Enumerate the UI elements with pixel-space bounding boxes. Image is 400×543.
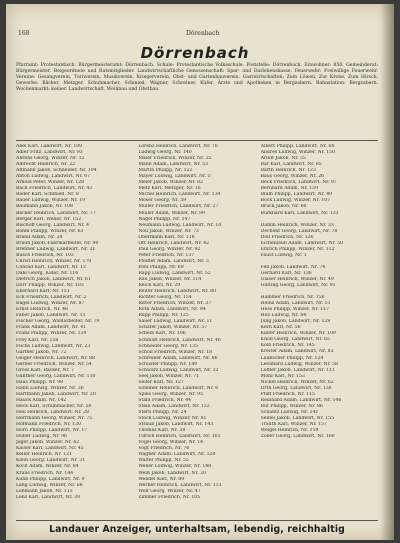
resident-entry: Dörr Philipp, Winzer, Nr. 102 <box>16 283 84 289</box>
resident-entry: Wendel Karl, Nr. 89 <box>138 476 185 482</box>
resident-entry: Glaser Heinrich, Winzer, Nr. 49 <box>260 276 334 282</box>
resident-entry: Lang Ludwig, Winzer, Nr. 66 <box>16 482 83 488</box>
resident-entry: Dechent Georg, Landwirt, Nr. 78 <box>260 228 338 234</box>
resident-entry: Dietrich Jakob, Landwirt, Nr. 61 <box>16 277 91 283</box>
resident-entry: Walter Philipp, Nr. 55 <box>138 458 189 464</box>
resident-entry: Schneider Georg, Nr. 135 <box>138 343 199 349</box>
resident-entry: Bauer Ludwig, Winzer, Nr. 19 <box>16 198 85 204</box>
resident-entry: Eberhard Karl, Nr. 151 <box>16 289 70 295</box>
resident-entry: Eck Friedrich, Landwirt, Nr. 2 <box>16 295 87 301</box>
resident-entry: Böhm Philipp, Winzer, Nr. 63 <box>16 228 84 234</box>
resident-entry: Stein Adam, Landwirt, Nr. 132 <box>138 404 210 410</box>
resident-entry: Damm Heinrich, Winzer, Nr. 33 <box>260 222 334 228</box>
resident-entry: Gutting Georg, Landwirt, Nr. 91 <box>260 282 336 288</box>
resident-entry: Haas Philipp, Nr. 98 <box>16 379 64 385</box>
resident-entry: Beck Friedrich, Landwirt, Nr. 97 <box>260 180 337 186</box>
resident-entry: Lehmann Jakob, Nr. 113 <box>16 488 73 494</box>
resident-entry: Engel Ludwig, Winzer, Nr. 87 <box>16 301 85 307</box>
resident-entry: Franz Philipp, Winzer, Nr. 119 <box>16 331 87 337</box>
resident-entry: Arndt Jakob, Nr. 35 <box>260 156 306 162</box>
resident-entry: Reinhard Adam, Landwirt, Nr. 146 <box>260 397 342 403</box>
resident-entry: Eichenlaub Adam, Landwirt, Nr. 50 <box>260 240 344 246</box>
resident-entry: Brenner Ludwig, Landwirt, Nr. 21 <box>16 246 96 252</box>
resident-entry: Frank Adam, Landwirt, Nr. 41 <box>16 325 87 331</box>
resident-columns <box>16 144 378 518</box>
resident-entry: Müller Adam, Winzer, Nr. 99 <box>138 210 205 216</box>
resident-entry: Zöller Georg, Landwirt, Nr. 160 <box>260 434 335 440</box>
resident-entry: Trauth Karl, Winzer, Nr. 157 <box>260 422 327 428</box>
resident-entry: Seibel Jakob, Landwirt, Nr. 155 <box>260 415 335 421</box>
resident-entry: Schuster Philipp, Nr. 149 <box>138 361 198 367</box>
resident-entry: Müller Friedrich, Landwirt, Nr. 27 <box>138 204 219 210</box>
resident-entry: Schreiber Adam, Landwirt, Nr. 86 <box>138 355 218 361</box>
footer-divider <box>16 520 378 521</box>
resident-entry: Ritter Friedrich, Winzer, Nr. 37 <box>138 301 212 307</box>
resident-entry: Wagner Adam, Landwirt, Nr. 120 <box>138 452 216 458</box>
resident-entry: Nagel Philipp, Nr. 147 <box>138 216 191 222</box>
resident-entry: Stahl Friedrich, Nr. 44 <box>138 397 192 403</box>
resident-entry: Peter Friedrich, Nr. 137 <box>138 252 195 258</box>
resident-entry: Orth Georg, Landwirt, Nr. 138 <box>260 385 332 391</box>
column-2 <box>138 144 255 518</box>
resident-entry: Martin Philipp, Nr. 122 <box>138 168 193 174</box>
resident-entry: Keller Heinrich, Nr. 121 <box>16 452 73 458</box>
resident-entry: Moser Georg, Nr. 59 <box>138 198 187 204</box>
resident-entry: Rau Jakob, Winzer, Nr. 114 <box>138 277 202 283</box>
resident-entry: Spies Georg, Winzer, Nr. 95 <box>138 391 203 397</box>
resident-entry: Gärtner Jakob, Nr. 72 <box>16 349 67 355</box>
resident-entry: Gerber Friedrich, Winzer, Nr. 54 <box>16 361 92 367</box>
resident-entry: Albrecht Heinrich, Nr. 22 <box>16 162 76 168</box>
resident-entry: Bader Karl, Schmied, Nr. 8 <box>16 192 79 198</box>
directory-page <box>6 4 394 540</box>
resident-entry: Ludwig Georg, Nr. 140 <box>138 150 192 156</box>
resident-entry: Berger Karl, Weber, Nr. 152 <box>16 216 82 222</box>
resident-entry: Seel Jakob, Winzer, Nr. 71 <box>138 373 200 379</box>
resident-entry: Ullrich Heinrich, Landwirt, Nr. 101 <box>138 434 221 440</box>
resident-entry: Meier Jakob, Winzer, Nr. 82 <box>138 180 203 186</box>
resident-entry: Hess Philipp, Winzer, Nr. 117 <box>260 307 330 313</box>
resident-entry: Jung Jakob, Landwirt, Nr. 129 <box>260 319 331 325</box>
resident-entry: Hilz Ludwig, Nr. 64 <box>260 313 307 319</box>
resident-entry: Schantz Ludwig, Nr. 141 <box>260 409 319 415</box>
resident-entry: Pfaff Friedrich, Nr. 115 <box>260 391 315 397</box>
resident-entry: Laubscher Philipp, Nr. 124 <box>260 355 324 361</box>
resident-entry: Bernhard Adam, Nr. 139 <box>260 186 318 192</box>
resident-entry: Faber Jakob, Landwirt, Nr. 15 <box>16 313 86 319</box>
resident-entry: Jäger Jakob, Winzer, Nr. 62 <box>16 440 80 446</box>
running-head: Dörenbach <box>186 30 220 37</box>
column-3 <box>261 144 378 518</box>
resident-entry: Kraus Friedrich, Nr. 144 <box>16 470 74 476</box>
resident-entry: Michel Heinrich, Landwirt, Nr. 134 <box>138 192 221 198</box>
resident-entry: Obermann Karl, Nr. 118 <box>138 234 195 240</box>
resident-entry: Noll Jakob, Winzer, Nr. 73 <box>138 228 199 234</box>
resident-entry: Fuchs Ludwig, Landwirt, Nr. 23 <box>16 343 91 349</box>
resident-entry: Löffler Jakob, Landwirt, Nr. 111 <box>260 367 336 373</box>
resident-entry: Kern Karl, Nr. 56 <box>260 325 301 331</box>
resident-entry: Klein Georg, Landwirt, Nr. 31 <box>16 458 86 464</box>
resident-entry: Hahn Ludwig, Winzer, Nr. 36 <box>16 385 84 391</box>
resident-entry: Geiger Heinrich, Landwirt, Nr. 88 <box>16 355 95 361</box>
resident-entry: Gross Karl, Bäcker, Nr. 7 <box>16 367 74 373</box>
resident-entry: Schmidt Heinrich, Landwirt, Nr. 46 <box>138 337 221 343</box>
resident-entry: Barth Heinrich, Nr. 123 <box>260 168 316 174</box>
resident-entry: Paul Georg, Winzer, Nr. 92 <box>138 246 201 252</box>
resident-entry: Roth Adam, Landwirt, Nr. 94 <box>138 307 206 313</box>
resident-entry: Heinz Adam, Landwirt, Nr. 51 <box>260 301 331 307</box>
resident-entry: Mann Adam, Landwirt, Nr. 53 <box>138 162 208 168</box>
resident-entry: Horn Philipp, Landwirt, Nr. 17 <box>16 428 88 434</box>
advertisement-footer: Landauer Anzeiger, unterhaltsam, lebendig, reichhaltig <box>49 524 345 535</box>
resident-entry: Becker Heinrich, Landwirt, Nr. 77 <box>16 210 96 216</box>
resident-entry: Albert Philipp, Landwirt, Nr. 68 <box>260 144 335 149</box>
resident-entry: Neumann Ludwig, Landwirt, Nr. 10 <box>138 222 222 228</box>
resident-entry: Brück Jakob, Nr. 60 <box>260 204 307 210</box>
resident-entry: Ernst Heinrich, Nr. 48 <box>16 307 68 313</box>
resident-entry: Weber Ludwig, Winzer, Nr. 148 <box>138 464 212 470</box>
resident-entry: Kreiter Adam, Landwirt, Nr. 83 <box>260 349 334 355</box>
resident-entry: Bär Karl, Landwirt, Nr. 85 <box>260 162 322 168</box>
resident-entry: Heck Karl, Schuhmacher, Nr. 58 <box>16 404 92 410</box>
resident-entry: Schäfer Jakob, Winzer, Nr. 57 <box>138 325 208 331</box>
resident-entry: Seiler Karl, Nr. 127 <box>138 379 184 385</box>
section-divider <box>16 140 378 141</box>
resident-entry: Sommer Heinrich, Landwirt, Nr. 6 <box>138 385 219 391</box>
resident-entry: Fischer Georg, Waldarbeiter, Nr. 79 <box>16 319 100 325</box>
resident-entry: Hartmann Jakob, Landwirt, Nr. 20 <box>16 391 96 397</box>
resident-entry: Hofmann Friedrich, Nr. 130 <box>16 422 81 428</box>
page-title: Dörrenbach <box>140 44 250 62</box>
resident-entry: Baumann Jakob, Nr. 108 <box>16 204 73 210</box>
resident-entry: Kaiser Karl, Landwirt, Nr. 45 <box>16 446 84 452</box>
resident-entry: Zimmer Friedrich, Nr. 105 <box>138 494 201 500</box>
resident-entry: Braun Jakob, Fabrikarbeiter, Nr. 90 <box>16 240 99 246</box>
resident-entry: Werner Heinrich, Landwirt, Nr. 131 <box>138 482 222 488</box>
resident-entry: Arnold Peter, Winzer, Nr. 128 <box>16 180 85 186</box>
resident-entry: Hammer Friedrich, Nr. 156 <box>260 295 325 301</box>
resident-entry: Leonhard Ludwig, Winzer, Nr. 58 <box>260 361 338 367</box>
resident-entry: Herrmann Georg, Winzer, Nr. 75 <box>16 416 93 422</box>
resident-entry: Dahl Georg, Küfer, Nr. 116 <box>16 270 79 276</box>
resident-entry: Andres Ludwig, Winzer, Nr. 150 <box>260 150 336 156</box>
resident-entry: Maier Friedrich, Winzer, Nr. 25 <box>138 156 212 162</box>
resident-entry: Richter Georg, Nr. 154 <box>138 295 192 301</box>
resident-entry: Ahrens Georg, Winzer, Nr. 12 <box>16 156 85 162</box>
resident-entry: Anton Ludwig, Landwirt, Nr. 67 <box>16 174 91 180</box>
resident-entry: Sauer Ludwig, Landwirt, Nr. 11 <box>138 319 213 325</box>
resident-entry: Emrich Philipp, Winzer, Nr. 112 <box>260 246 335 252</box>
resident-entry: Hauck Adam, Nr. 142 <box>16 397 67 403</box>
resident-entry: Brand Adam, Nr. 34 <box>16 234 63 240</box>
column-1 <box>16 144 133 518</box>
resident-entry: Kuhn Philipp, Landwirt, Nr. 9 <box>16 476 85 482</box>
resident-entry: Reiter Heinrich, Landwirt, Nr. 80 <box>138 289 216 295</box>
resident-entry: Metz Karl, Metzger, Nr. 16 <box>138 186 201 192</box>
resident-entry: Scholl Friedrich, Winzer, Nr. 18 <box>138 349 213 355</box>
resident-entry: Bach Friedrich, Landwirt, Nr. 43 <box>16 186 93 192</box>
intro-paragraph: Pfarramt: Protestantisch. Bürgermeisteramt: Dörrenbach. Schule: Protestantische Volksschule. Poststelle: Dörrenbach. Einwohner: 850. Gemeinderat: Bürgermeister, Beigeordnete und Ratsmitglieder. Landwirtschaftliche Genossenschaft: Spar- und Darlehenskasse. Feuerwehr: Freiwillige Feuerwehr. Vereine: Gesangverein, Turnverein, Musikverein, Kriegerverein, Obst- und Gartenbauverein. Gastwirtschaften: Zum Löwen, Zur Krone, Zum Hirsch. Gewerbe: Bäcker, Metzger, Schuhmacher, Schmied, Wagner, Schreiner, Küfer. Ärzte und Apotheken in Bergzabern. Bahnstation: Bergzabern. Wochenmarkt: keiner. Landwirtschaft, Weinbau und Obstbau. <box>16 63 378 93</box>
resident-entry: Scheib Karl, Nr. 106 <box>138 331 186 337</box>
resident-entry: Blum Philipp, Landwirt, Nr. 40 <box>260 192 333 198</box>
resident-entry: Stock Ludwig, Winzer, Nr. 81 <box>138 416 207 422</box>
page-header <box>16 30 378 42</box>
resident-entry: Altmann Jakob, Schneider, Nr. 104 <box>16 168 97 174</box>
resident-entry: Nickel Heinrich, Winzer, Nr. 62 <box>260 379 334 385</box>
resident-entry: Lenz Karl, Landwirt, Nr. 39 <box>16 494 80 500</box>
resident-entry: Strauß Jakob, Landwirt, Nr. 143 <box>138 422 214 428</box>
resident-entry: Rapp Ludwig, Landwirt, Nr. 52 <box>138 270 211 276</box>
resident-entry: Faust Ludwig, Nr. 1 <box>260 252 307 258</box>
resident-entry: Christ Heinrich, Winzer, Nr. 170 <box>16 258 92 264</box>
resident-entry: Weigel Heinrich, Nr. 159 <box>260 428 319 434</box>
resident-entry: Doll Friedrich, Nr. 126 <box>260 234 314 240</box>
resident-entry: Weiß Jakob, Landwirt, Nr. 30 <box>138 470 206 476</box>
resident-entry: Schwarz Ludwig, Landwirt, Nr. 32 <box>138 367 219 373</box>
resident-entry: Vogel Georg, Winzer, Nr. 14 <box>138 440 204 446</box>
resident-entry: Rupp Philipp, Nr. 125 <box>138 313 189 319</box>
resident-entry: Kolb Friedrich, Nr. 145 <box>260 343 315 349</box>
resident-entry: Pfeiffer Adam, Landwirt, Nr. 3 <box>138 258 209 264</box>
resident-entry: Mohr Karl, Nr. 153 <box>260 373 305 379</box>
resident-entry: Feil Jakob, Landwirt, Nr. 74 <box>260 264 326 270</box>
resident-entry: Abel Karl, Landwirt, Nr. 100 <box>16 144 83 149</box>
resident-entry: Conrad Karl, Landwirt, Nr. 13 <box>16 264 86 270</box>
resident-entry: Ruf Philipp, Winzer, Nr. 86 <box>260 403 323 409</box>
resident-entry: Ott Heinrich, Landwirt, Nr. 42 <box>138 240 210 246</box>
resident-entry: Thomas Karl, Nr. 38 <box>138 428 186 434</box>
resident-entry: Adler Fritz, Landwirt, Nr. 93 <box>16 150 83 156</box>
resident-entry: Gerhard Karl, Nr. 136 <box>260 270 312 276</box>
resident-entry: Vogt Friedrich, Nr. 76 <box>138 446 190 452</box>
resident-entry: Heil Heinrich, Landwirt, Nr. 28 <box>16 410 89 416</box>
page-spine-shadow <box>380 4 394 540</box>
resident-entry: Busch Friedrich, Nr. 103 <box>16 252 74 258</box>
resident-entry: Baus Georg, Winzer, Nr. 26 <box>260 174 325 180</box>
page-number: 168 <box>18 30 30 37</box>
resident-entry: Bock Ludwig, Winzer, Nr. 107 <box>260 198 331 204</box>
resident-entry: Koch Adam, Winzer, Nr. 84 <box>16 464 79 470</box>
resident-entry: Knoll Georg, Landwirt, Nr. 65 <box>260 337 330 343</box>
resident-entry: Wolf Georg, Winzer, Nr. 47 <box>138 488 201 494</box>
resident-entry: Huber Ludwig, Nr. 96 <box>16 434 67 440</box>
resident-entry: Lorenz Heinrich, Landwirt, Nr. 70 <box>138 144 218 149</box>
resident-entry: Burkhard Karl, Landwirt, Nr. 133 <box>260 210 339 216</box>
resident-entry: Mayer Ludwig, Landwirt, Nr. 5 <box>138 174 211 180</box>
resident-entry: Stern Philipp, Nr. 24 <box>138 410 187 416</box>
resident-entry: Günther Georg, Landwirt, Nr. 110 <box>16 373 96 379</box>
resident-entry: Frey Karl, Nr. 158 <box>16 337 59 343</box>
resident-entry: Reich Karl, Nr. 29 <box>138 283 181 289</box>
resident-entry: Bischoff Georg, Landwirt, Nr. 4 <box>16 222 90 228</box>
resident-entry: Pohl Philipp, Nr. 69 <box>138 264 184 270</box>
resident-entry: Kiefer Heinrich, Winzer, Nr. 109 <box>260 331 336 337</box>
